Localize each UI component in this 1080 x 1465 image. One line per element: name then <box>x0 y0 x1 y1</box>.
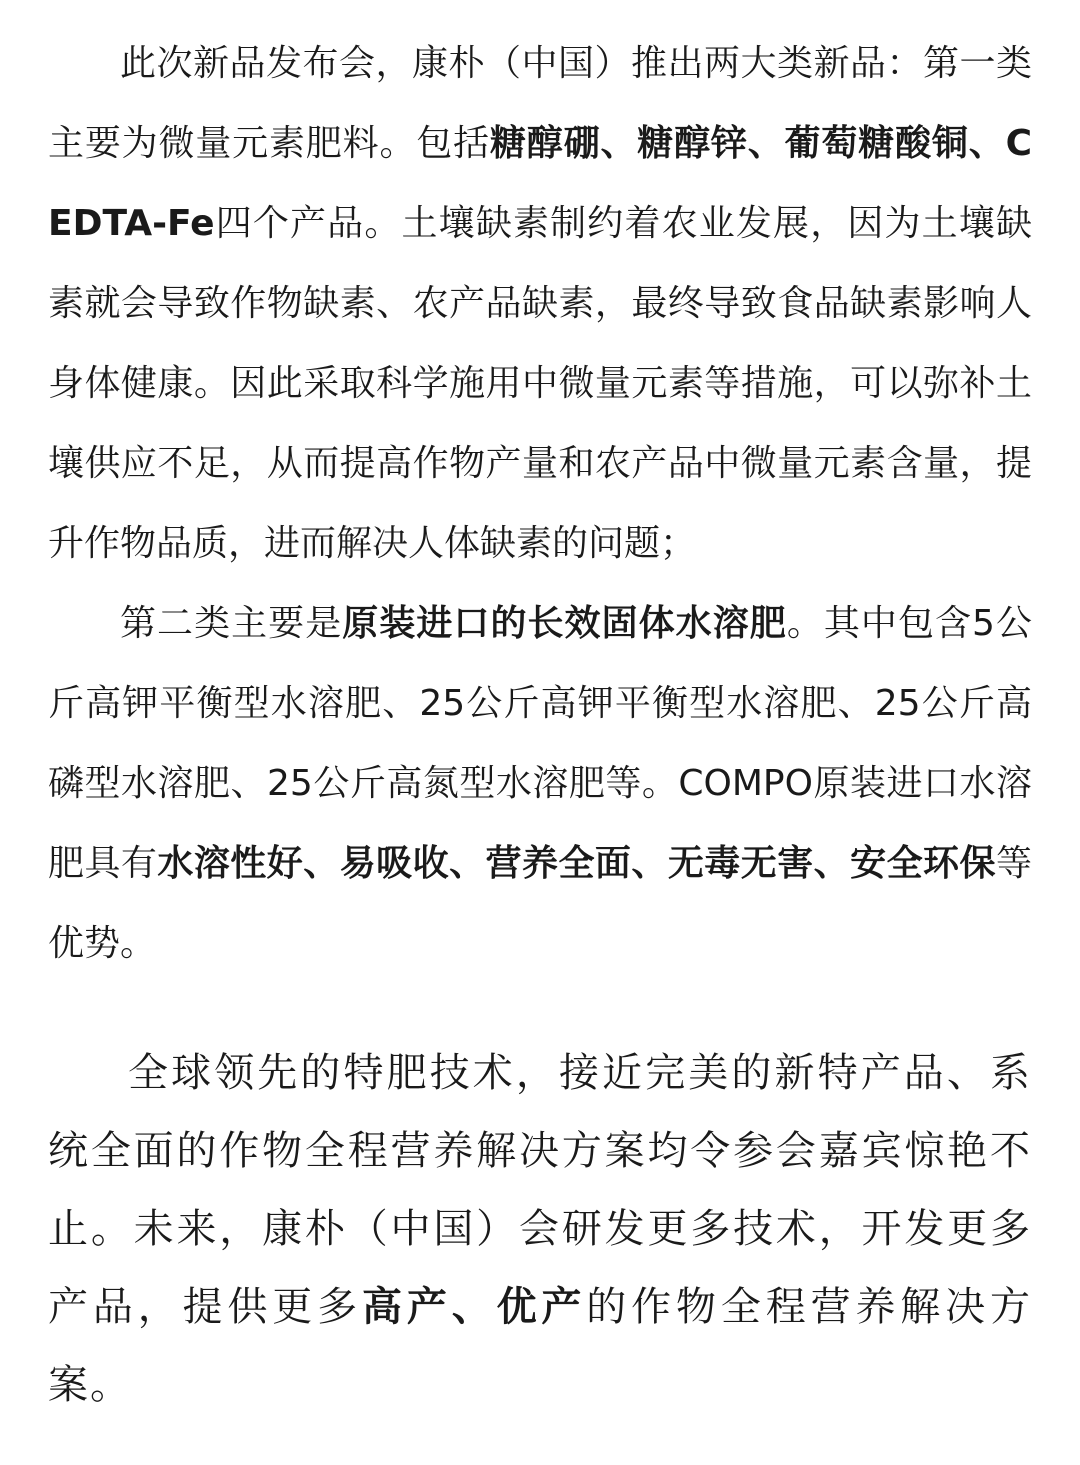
paragraph-first-category <box>48 24 1032 584</box>
bold-product-list: 糖醇硼、糖醇锌、葡萄糖酸铜、CEDTA-Fe <box>48 123 1032 244</box>
bold-product-type: 原装进口的长效固体水溶肥 <box>342 603 787 644</box>
paragraph-conclusion <box>48 1034 1032 1424</box>
text-segment: 四个产品。土壤缺素制约着农业发展，因为土壤缺素就会导致作物缺素、农产品缺素，最终导致食品缺素影响人身体健康。因此采取科学施用中微量元素等措施，可以弥补土壤供应不足，从而提高作物产量和农产品中微量元素含量，提升作物品质，进而解决人体缺素的问题； <box>48 203 1032 564</box>
paragraph-second-category <box>48 584 1032 984</box>
paragraph-spacer <box>48 984 1032 1034</box>
text-segment: 第二类主要是 <box>120 603 343 644</box>
text-segment: 。其中包含5公斤高钾平衡型水溶肥、25公斤高钾平衡型水溶肥、25公斤高磷型水溶肥、25公斤高氮型水溶肥等。COMPO原装进口水溶肥具有 <box>48 603 1032 884</box>
text-segment: 等优势。 <box>48 843 1032 964</box>
text-segment: 全球领先的特肥技术，接近完美的新特产品、系统全面的作物全程营养解决方案均令参会嘉宾惊艳不止。未来，康朴（中国）会研发更多技术，开发更多产品，提供更多 <box>48 1050 1032 1330</box>
bold-advantages: 水溶性好、易吸收、营养全面、无毒无害、安全环保 <box>157 843 996 884</box>
text-segment: 的作物全程营养解决方案。 <box>48 1284 1033 1408</box>
text-segment: 此次新品发布会，康朴（中国）推出两大类新品：第一类主要为微量元素肥料。包括 <box>48 43 1032 164</box>
bold-highlight: 高产、优产 <box>362 1284 587 1330</box>
